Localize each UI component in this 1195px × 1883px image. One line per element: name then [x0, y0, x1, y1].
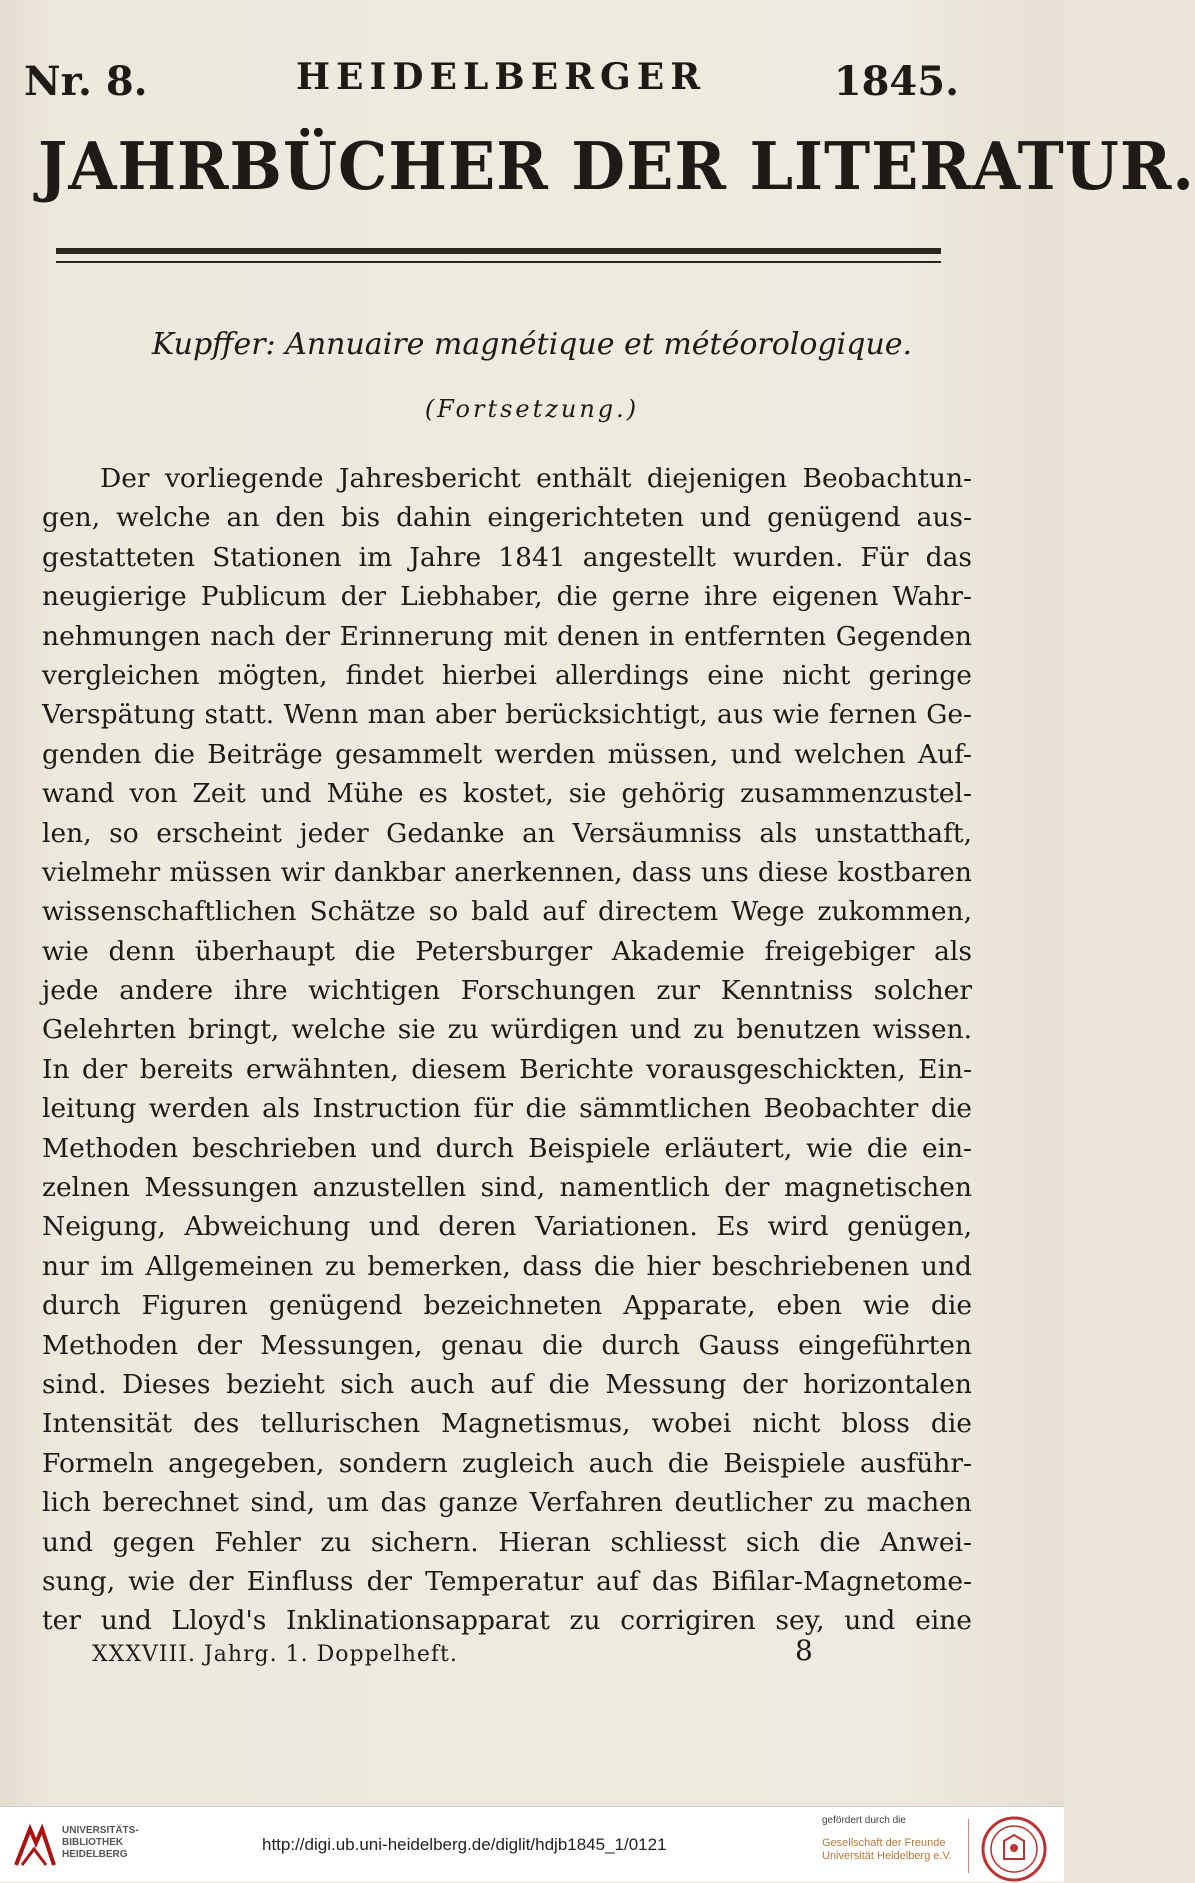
library-name-line: BIBLIOTHEK: [62, 1837, 124, 1848]
header-rule-thick: [56, 248, 941, 254]
text-line: Methoden der Messungen, genau die durch Gauss eingeführten: [42, 1329, 972, 1361]
text-line: nur im Allgemeinen zu bemerken, dass die hier beschriebenen und: [42, 1250, 972, 1282]
text-line: lich berechnet sind, um das ganze Verfahren deutlicher zu machen: [42, 1487, 972, 1519]
text-line: gen, welche an den bis dahin eingerichteten und genügend aus-: [42, 502, 972, 534]
text-line: Formeln angegeben, sondern zugleich auch die Beispiele ausführ-: [42, 1447, 972, 1479]
library-name-line: HEIDELBERG: [62, 1849, 128, 1860]
volume-line: XXXVIII. Jahrg. 1. Doppelheft.: [92, 1642, 458, 1667]
text-line: Gelehrten bringt, welche sie zu würdigen und zu benutzen wissen.: [42, 1014, 972, 1046]
text-line: vergleichen mögten, findet hierbei allerdings eine nicht geringe: [42, 659, 972, 691]
text-line: len, so erscheint jeder Gedanke an Versäumniss als unstatthaft,: [42, 817, 972, 849]
text-line: Methoden beschrieben und durch Beispiele erläutert, wie die ein-: [42, 1132, 972, 1164]
signature-mark: 8: [795, 1634, 814, 1667]
article-title: Kupffer: Annuaire magnétique et météorologique.: [151, 327, 913, 362]
text-line: vielmehr müssen wir dankbar anerkennen, dass uns diese kostbaren: [42, 856, 972, 888]
journal-city: HEIDELBERGER: [296, 56, 707, 98]
text-line: Neigung, Abweichung und deren Variationen. Es wird genügen,: [42, 1211, 972, 1243]
issue-year: 1845.: [833, 58, 959, 105]
journal-title: JAHRBÜCHER DER LITERATUR.: [38, 128, 1195, 205]
text-line: gestatteten Stationen im Jahre 1841 angestellt wurden. Für das: [42, 541, 972, 573]
support-label: gefördert durch die: [822, 1815, 906, 1826]
text-line: wie denn überhaupt die Petersburger Akademie freigebiger als: [42, 935, 972, 967]
header-rule-thin: [56, 261, 941, 263]
permalink-url[interactable]: http://digi.ub.uni-heidelberg.de/diglit/hdjb1845_1/0121: [262, 1835, 667, 1854]
text-line: Verspätung statt. Wenn man aber berücksichtigt, aus wie fernen Ge-: [42, 699, 972, 731]
university-seal-icon: [980, 1815, 1048, 1883]
text-line: wand von Zeit und Mühe es kostet, sie gehörig zusammenzustel-: [42, 778, 972, 810]
text-line: sung, wie der Einfluss der Temperatur auf das Bifilar-Magnetome-: [42, 1565, 972, 1597]
library-name: [62, 1825, 139, 1861]
text-line: neugierige Publicum der Liebhaber, die gerne ihre eigenen Wahr-: [42, 581, 972, 613]
text-line: und gegen Fehler zu sichern. Hieran schliesst sich die Anwei-: [42, 1526, 972, 1558]
text-line: zelnen Messungen anzustellen sind, namentlich der magnetischen: [42, 1172, 972, 1204]
society-name-line: Universität Heidelberg e.V.: [822, 1850, 952, 1862]
text-line: Der vorliegende Jahresbericht enthält diejenigen Beobachtun-: [100, 463, 972, 494]
page-header: [24, 52, 959, 112]
text-line: Intensität des tellurischen Magnetismus, wobei nicht bloss die: [42, 1408, 972, 1440]
article-continuation: (Fortsetzung.): [424, 395, 640, 423]
text-line: jede andere ihre wichtigen Forschungen zur Kenntniss solcher: [42, 975, 972, 1007]
text-line: In der bereits erwähnten, diesem Berichte vorausgeschickten, Ein-: [42, 1053, 972, 1085]
page-footer: [0, 1634, 1064, 1674]
text-line: wissenschaftlichen Schätze so bald auf directem Wege zukommen,: [42, 896, 972, 928]
text-line: durch Figuren genügend bezeichneten Apparate, eben wie die: [42, 1290, 972, 1322]
library-name-line: UNIVERSITÄTS-: [62, 1825, 139, 1836]
text-line: ter und Lloyd's Inklinationsapparat zu corrigiren sey, und eine: [42, 1605, 972, 1637]
text-line: nehmungen nach der Erinnerung mit denen in entfernten Gegenden: [42, 620, 972, 652]
society-name-line: Gesellschaft der Freunde: [822, 1837, 946, 1849]
ub-logo-icon: [10, 1819, 60, 1871]
bar-divider: [968, 1819, 969, 1873]
society-name: [822, 1837, 952, 1863]
digitization-bar: [0, 1806, 1064, 1882]
text-line: genden die Beiträge gesammelt werden müssen, und welchen Auf-: [42, 738, 972, 770]
text-line: sind. Dieses bezieht sich auch auf die Messung der horizontalen: [42, 1368, 972, 1400]
text-line: leitung werden als Instruction für die sämmtlichen Beobachter die: [42, 1093, 972, 1125]
article-body: [42, 459, 972, 1641]
issue-number: Nr. 8.: [24, 58, 148, 105]
